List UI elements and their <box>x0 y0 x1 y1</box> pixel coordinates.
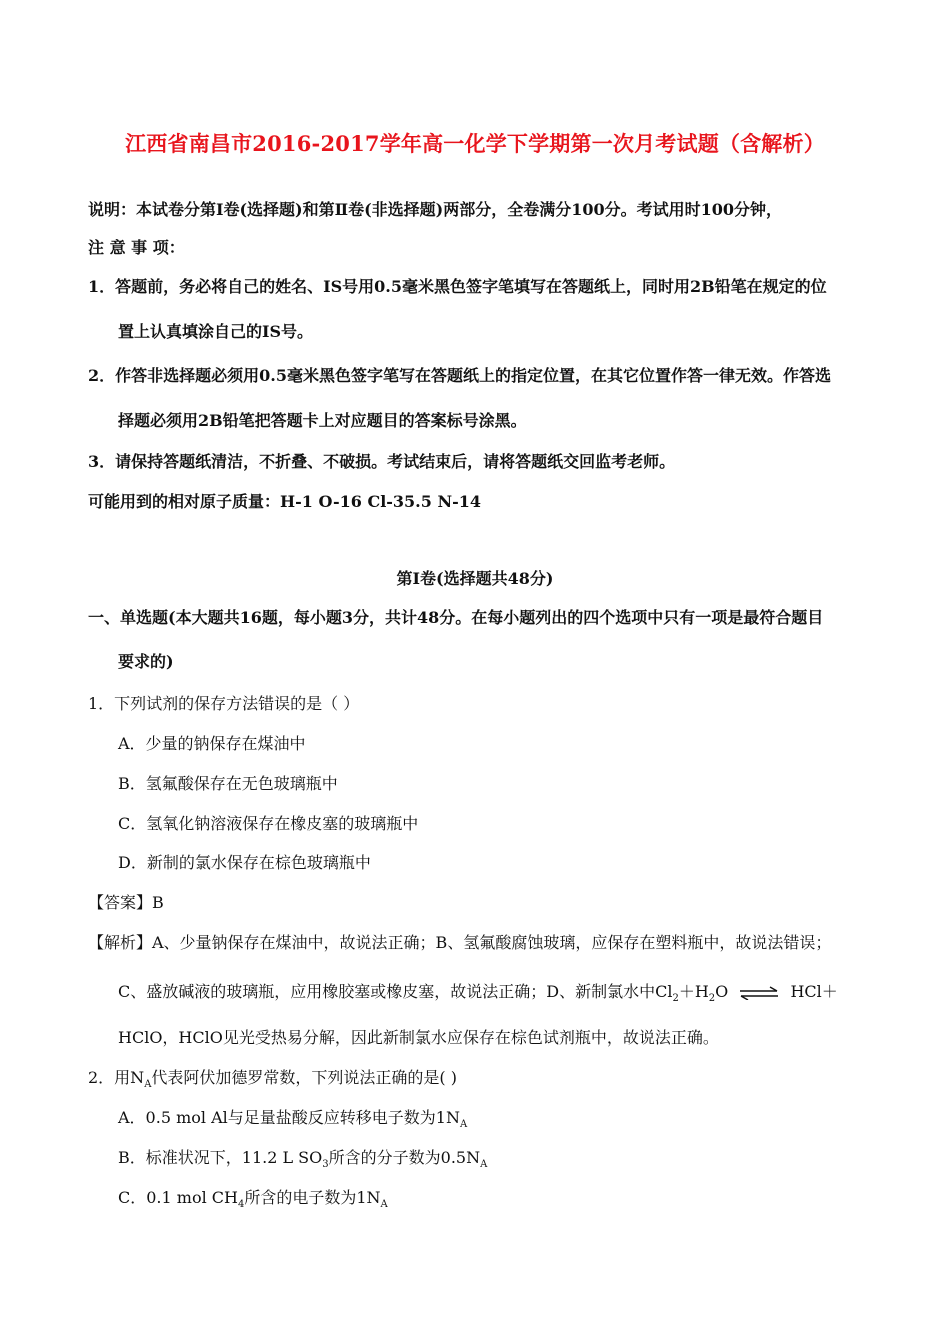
question-1-option-c: C．氢氧化钠溶液保存在橡皮塞的玻璃瓶中 <box>118 814 419 833</box>
question-2-stem <box>88 1068 457 1091</box>
question-1-option-d: D．新制的氯水保存在棕色玻璃瓶中 <box>118 853 371 872</box>
subscript: A <box>459 1119 468 1130</box>
subscript: 2 <box>708 993 716 1004</box>
part1-heading: 第Ⅰ卷(选择题共48分) <box>396 569 554 588</box>
subscript: A <box>480 1159 488 1170</box>
option-text: C．0.1 mol CH <box>118 1188 238 1207</box>
question-2-option-b <box>118 1148 487 1171</box>
analysis-text: ＋H <box>678 982 709 1001</box>
question-1-analysis-line-3: HClO，HClO见光受热易分解，因此新制氯水应保存在棕色试剂瓶中，故说法正确。 <box>118 1028 719 1047</box>
option-text: 所含的电子数为1N <box>244 1188 381 1207</box>
question-2-option-c <box>118 1188 388 1211</box>
exam-description: 说明：本试卷分第Ⅰ卷(选择题)和第Ⅱ卷(非选择题)两部分，全卷满分100分。考试用时100分钟， <box>88 200 783 219</box>
analysis-text: HCl＋ <box>790 982 838 1001</box>
question-1-stem: 1．下列试剂的保存方法错误的是（ ） <box>88 694 360 713</box>
analysis-text: O <box>715 982 729 1001</box>
atomic-masses: 可能用到的相对原子质量：H-1 O-16 Cl-35.5 N-14 <box>88 492 481 511</box>
stem-text: 代表阿伏加德罗常数，下列说法正确的是( ) <box>151 1068 457 1087</box>
equilibrium-arrow-icon <box>739 986 779 1000</box>
notice-item-3: 3．请保持答题纸清洁，不折叠、不破损。考试结束后，请将答题纸交回监考老师。 <box>88 452 676 471</box>
section-instructions-continued: 要求的) <box>118 652 174 671</box>
subscript: 3 <box>322 1159 329 1170</box>
stem-text: 2．用N <box>88 1068 145 1087</box>
notice-item-2-continued: 择题必须用2B铅笔把答题卡上对应题目的答案标号涂黑。 <box>118 411 527 430</box>
question-1-answer: 【答案】B <box>88 893 164 912</box>
notice-item-1: 1．答题前，务必将自己的姓名、IS号用0.5毫米黑色签字笔填写在答题纸上，同时用2B铅笔在规定的位 <box>88 277 827 296</box>
section-instructions: 一、单选题(本大题共16题，每小题3分，共计48分。在每小题列出的四个选项中只有一项是最符合题目 <box>88 608 824 627</box>
notice-item-1-continued: 置上认真填涂自己的IS号。 <box>118 322 314 341</box>
exam-title: 江西省南昌市2016-2017学年高一化学下学期第一次月考试题（含解析） <box>125 131 825 156</box>
subscript: A <box>380 1199 388 1210</box>
option-text: B．标准状况下，11.2 L SO <box>118 1148 323 1167</box>
question-1-analysis-line-2 <box>118 982 838 1005</box>
notice-heading: 注 意 事 项： <box>88 238 185 257</box>
question-2-option-a <box>118 1108 467 1131</box>
notice-item-2: 2．作答非选择题必须用0.5毫米黑色签字笔写在答题纸上的指定位置，在其它位置作答一律无效。作答选 <box>88 366 831 385</box>
question-1-option-b: B．氢氟酸保存在无色玻璃瓶中 <box>118 774 338 793</box>
subscript: A <box>144 1079 152 1090</box>
question-1-analysis: 【解析】A、少量钠保存在煤油中，故说法正确；B、氢氟酸腐蚀玻璃，应保存在塑料瓶中，故说法错误； <box>88 933 832 952</box>
subscript: 2 <box>672 993 679 1004</box>
subscript: 4 <box>237 1199 245 1210</box>
analysis-text: C、盛放碱液的玻璃瓶，应用橡胶塞或橡皮塞，故说法正确；D、新制氯水中Cl <box>118 982 673 1001</box>
option-text: 所含的分子数为0.5N <box>328 1148 481 1167</box>
option-text: A．0.5 mol Al与足量盐酸反应转移电子数为1N <box>118 1108 460 1127</box>
question-1-option-a: A．少量的钠保存在煤油中 <box>118 734 306 753</box>
